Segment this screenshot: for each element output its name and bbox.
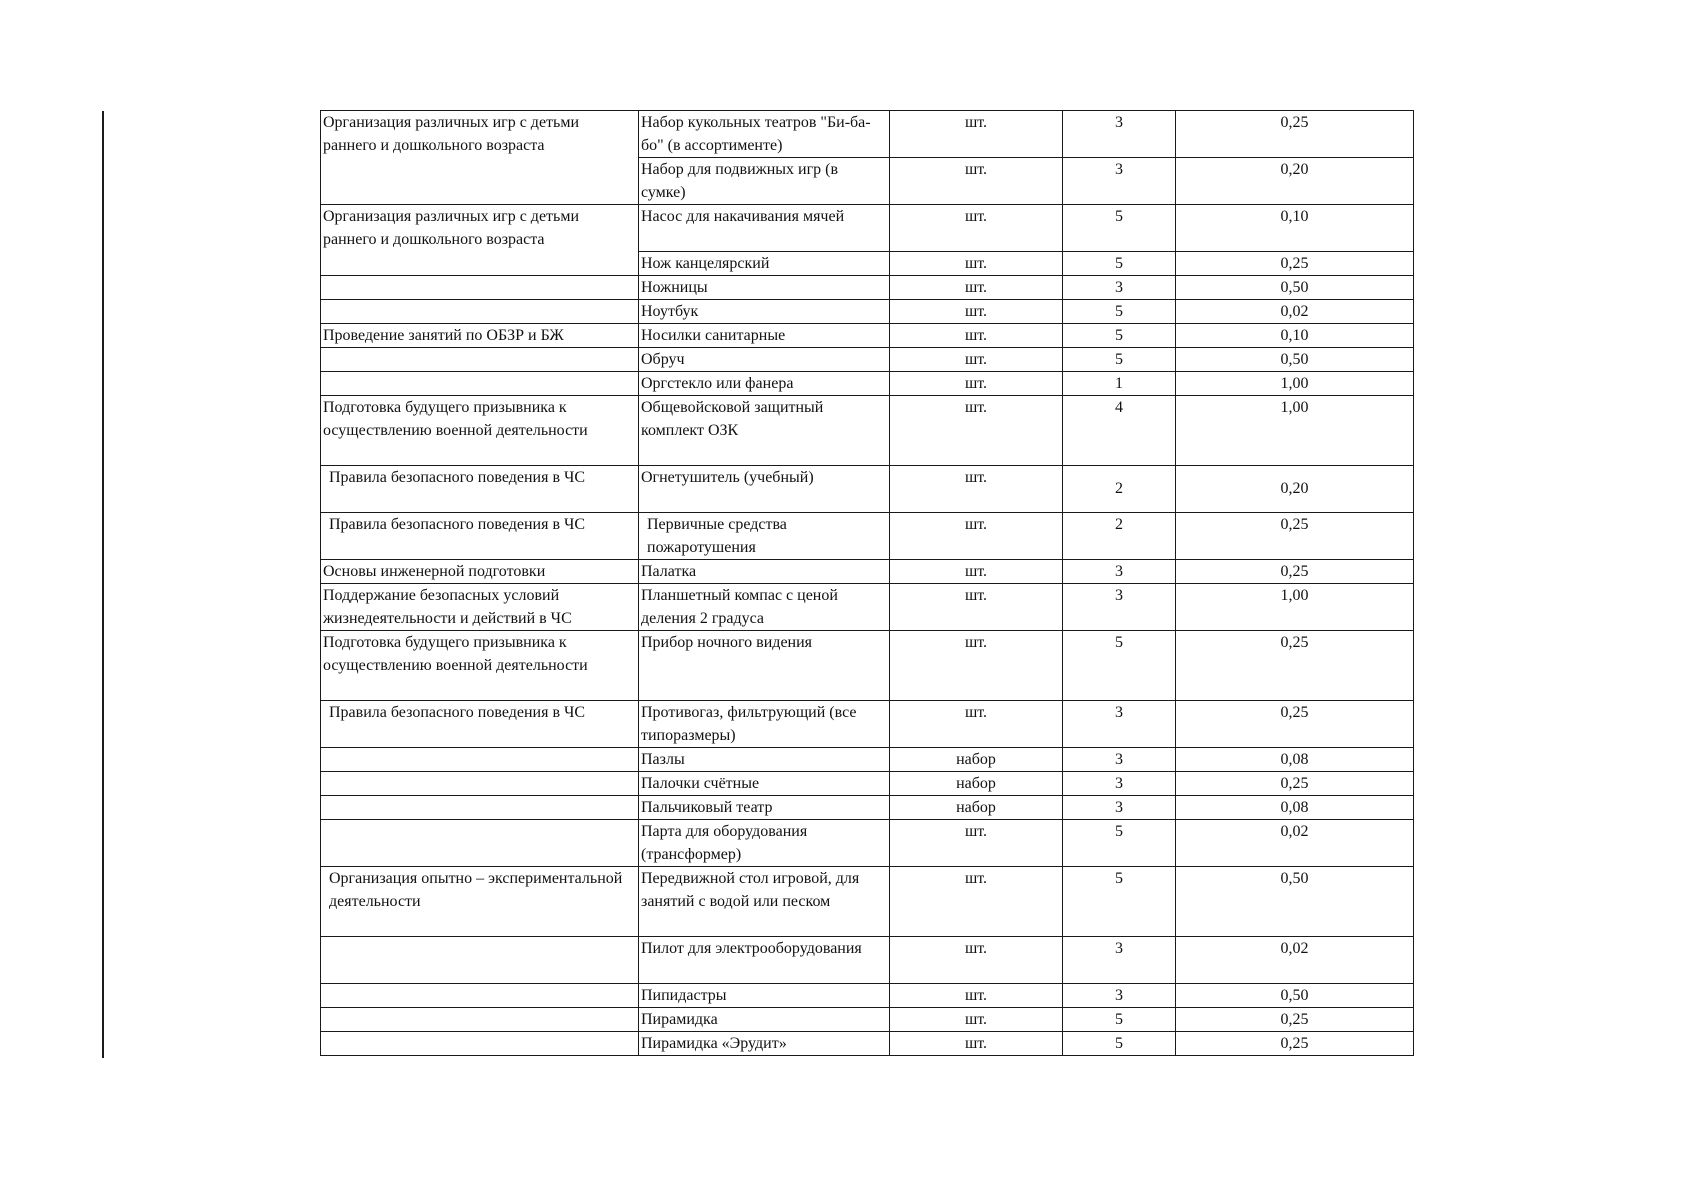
table-row [321,1008,1414,1032]
norm-text: 1,00 [1280,399,1309,416]
unit-cell [890,324,1063,348]
unit-cell [890,796,1063,820]
purpose-text: Проведение занятий по ОБЗР и БЖ [323,327,564,344]
item-name: Ноутбук [641,303,699,320]
unit-cell [890,1008,1063,1032]
unit-cell [890,396,1063,466]
unit-text: шт. [964,634,988,651]
unit-text: шт. [964,208,988,225]
norm-cell [1176,748,1414,772]
qty-text: 3 [1115,799,1123,816]
norm-cell [1176,1032,1414,1056]
qty-text: 5 [1115,303,1123,320]
norm-cell [1176,631,1414,701]
qty-text: 3 [1115,563,1123,580]
norm-cell [1176,937,1414,984]
purpose-cell [321,372,639,396]
norm-text: 0,20 [1280,480,1309,497]
table-row [321,396,1414,466]
unit-text: шт. [964,563,988,580]
unit-cell [890,276,1063,300]
table-row [321,300,1414,324]
qty-text: 5 [1115,327,1123,344]
purpose-cell [321,1008,639,1032]
qty-text: 5 [1115,255,1123,272]
qty-text: 3 [1115,775,1123,792]
item-name: Нож канцелярский [641,255,770,272]
qty-cell [1063,158,1176,205]
name-cell [639,560,890,584]
qty-text: 5 [1115,351,1123,368]
qty-cell [1063,372,1176,396]
name-cell [639,205,890,252]
unit-cell [890,252,1063,276]
norm-cell [1176,300,1414,324]
qty-text: 2 [1115,480,1123,497]
unit-text: шт. [964,469,988,486]
norm-text: 0,50 [1280,987,1309,1004]
purpose-cell [321,631,639,701]
norm-text: 0,10 [1280,208,1309,225]
qty-text: 3 [1115,114,1123,131]
unit-text: набор [956,751,996,768]
unit-text: шт. [964,279,988,296]
table-row [321,111,1414,158]
qty-cell [1063,867,1176,937]
purpose-cell [321,701,639,748]
qty-cell [1063,300,1176,324]
unit-text: набор [956,799,996,816]
norm-text: 0,25 [1280,634,1309,651]
norm-cell [1176,252,1414,276]
qty-cell [1063,513,1176,560]
item-name: Противогаз, фильтрующий (все типоразмеры) [641,704,857,744]
item-name: Пирамидка «Эрудит» [641,1035,787,1052]
item-name: Прибор ночного видения [641,634,813,651]
table-row [321,937,1414,984]
unit-text: шт. [964,303,988,320]
norm-text: 0,25 [1280,563,1309,580]
purpose-cell [321,820,639,867]
norm-text: 0,08 [1280,751,1309,768]
table-row [321,276,1414,300]
purpose-cell [321,796,639,820]
unit-cell [890,205,1063,252]
qty-cell [1063,324,1176,348]
norm-cell [1176,513,1414,560]
purpose-cell [321,1032,639,1056]
unit-cell [890,584,1063,631]
unit-text: шт. [964,114,988,131]
name-cell [639,300,890,324]
page-margin-line [102,111,104,1058]
item-name: Ножницы [641,279,708,296]
item-name: Палатка [641,563,697,580]
purpose-cell [321,748,639,772]
purpose-text: Правила безопасного поведения в ЧС [329,469,586,486]
item-name: Первичные средства пожаротушения [647,516,787,556]
norm-cell [1176,396,1414,466]
qty-cell [1063,396,1176,466]
unit-text: шт. [964,1011,988,1028]
unit-cell [890,513,1063,560]
norm-cell [1176,348,1414,372]
qty-text: 3 [1115,279,1123,296]
name-cell [639,796,890,820]
norm-cell [1176,1008,1414,1032]
name-cell [639,111,890,158]
norm-text: 0,50 [1280,351,1309,368]
norm-cell [1176,820,1414,867]
norm-text: 1,00 [1280,587,1309,604]
purpose-cell [321,937,639,984]
purpose-cell [321,348,639,372]
norm-cell [1176,466,1414,513]
item-name: Общевойсковой защитный комплект ОЗК [641,399,824,439]
norm-text: 0,25 [1280,704,1309,721]
table-row [321,772,1414,796]
norm-cell [1176,111,1414,158]
table-row [321,867,1414,937]
unit-text: набор [956,775,996,792]
qty-cell [1063,466,1176,513]
name-cell [639,348,890,372]
name-cell [639,984,890,1008]
qty-text: 3 [1115,587,1123,604]
norm-cell [1176,701,1414,748]
table-row [321,984,1414,1008]
purpose-cell [321,867,639,937]
qty-cell [1063,1032,1176,1056]
purpose-text: Организация опытно – экспериментальной деятельности [329,870,623,910]
purpose-cell [321,584,639,631]
item-name: Пилот для электрооборудования [641,940,862,957]
norm-cell [1176,796,1414,820]
table-row [321,513,1414,560]
unit-text: шт. [964,516,988,533]
purpose-text: Организация различных игр с детьми раннего и дошкольного возраста [323,208,580,248]
unit-text: шт. [964,870,988,887]
name-cell [639,513,890,560]
name-cell [639,748,890,772]
unit-cell [890,867,1063,937]
name-cell [639,937,890,984]
name-cell [639,631,890,701]
qty-cell [1063,748,1176,772]
unit-text: шт. [964,161,988,178]
unit-text: шт. [964,823,988,840]
norm-text: 0,10 [1280,327,1309,344]
name-cell [639,466,890,513]
norm-cell [1176,584,1414,631]
qty-cell [1063,772,1176,796]
unit-text: шт. [964,399,988,416]
name-cell [639,867,890,937]
unit-text: шт. [964,587,988,604]
unit-cell [890,1032,1063,1056]
qty-text: 3 [1115,751,1123,768]
purpose-cell [321,560,639,584]
item-name: Обруч [641,351,685,368]
qty-text: 5 [1115,823,1123,840]
qty-cell [1063,252,1176,276]
unit-cell [890,772,1063,796]
unit-cell [890,111,1063,158]
table-row [321,466,1414,513]
item-name: Пальчиковый театр [641,799,773,816]
norm-text: 0,50 [1280,279,1309,296]
item-name: Палочки счётные [641,775,760,792]
qty-text: 3 [1115,161,1123,178]
name-cell [639,1008,890,1032]
purpose-cell [321,111,639,205]
item-name: Набор для подвижных игр (в сумке) [641,161,839,201]
purpose-text: Поддержание безопасных условий жизнедеятельности и действий в ЧС [323,587,572,627]
item-name: Насос для накачивания мячей [641,208,845,225]
table-row [321,205,1414,252]
item-name: Передвижной стол игровой, для занятий с водой или песком [641,870,860,910]
norm-text: 0,25 [1280,114,1309,131]
unit-cell [890,937,1063,984]
unit-cell [890,560,1063,584]
norm-text: 0,25 [1280,1011,1309,1028]
table-row [321,372,1414,396]
norm-text: 0,50 [1280,870,1309,887]
purpose-cell [321,396,639,466]
norm-text: 1,00 [1280,375,1309,392]
qty-cell [1063,796,1176,820]
qty-text: 5 [1115,208,1123,225]
purpose-cell [321,324,639,348]
norm-cell [1176,867,1414,937]
qty-text: 2 [1115,516,1123,533]
item-name: Пазлы [641,751,685,768]
unit-cell [890,748,1063,772]
qty-text: 5 [1115,634,1123,651]
table-row [321,748,1414,772]
unit-cell [890,984,1063,1008]
item-name: Оргстекло или фанера [641,375,794,392]
unit-cell [890,372,1063,396]
unit-text: шт. [964,327,988,344]
purpose-cell [321,300,639,324]
name-cell [639,396,890,466]
name-cell [639,772,890,796]
norm-cell [1176,772,1414,796]
name-cell [639,584,890,631]
norm-text: 0,25 [1280,1035,1309,1052]
qty-cell [1063,937,1176,984]
table-row [321,348,1414,372]
unit-text: шт. [964,940,988,957]
unit-cell [890,701,1063,748]
norm-text: 0,25 [1280,255,1309,272]
norm-cell [1176,205,1414,252]
purpose-text: Организация различных игр с детьми раннего и дошкольного возраста [323,114,580,154]
unit-cell [890,631,1063,701]
unit-text: шт. [964,987,988,1004]
purpose-text: Подготовка будущего призывника к осуществлению военной деятельности [323,399,588,439]
norm-text: 0,02 [1280,303,1309,320]
unit-cell [890,820,1063,867]
qty-text: 3 [1115,987,1123,1004]
qty-cell [1063,348,1176,372]
name-cell [639,276,890,300]
norm-cell [1176,560,1414,584]
name-cell [639,158,890,205]
qty-cell [1063,1008,1176,1032]
norm-cell [1176,158,1414,205]
item-name: Пипидастры [641,987,727,1004]
item-name: Планшетный компас с ценой деления 2 градуса [641,587,838,627]
unit-cell [890,158,1063,205]
qty-text: 3 [1115,940,1123,957]
norm-cell [1176,984,1414,1008]
table-row [321,584,1414,631]
qty-text: 3 [1115,704,1123,721]
qty-cell [1063,701,1176,748]
qty-text: 5 [1115,870,1123,887]
table-row [321,820,1414,867]
name-cell [639,1032,890,1056]
unit-cell [890,466,1063,513]
table-row [321,1032,1414,1056]
unit-text: шт. [964,704,988,721]
name-cell [639,372,890,396]
item-name: Огнетушитель (учебный) [641,469,814,486]
purpose-cell [321,772,639,796]
unit-text: шт. [964,351,988,368]
unit-cell [890,348,1063,372]
qty-cell [1063,584,1176,631]
qty-text: 1 [1115,375,1123,392]
norm-text: 0,02 [1280,940,1309,957]
qty-cell [1063,205,1176,252]
norm-text: 0,08 [1280,799,1309,816]
purpose-text: Основы инженерной подготовки [323,563,546,580]
purpose-text: Правила безопасного поведения в ЧС [329,704,586,721]
qty-text: 5 [1115,1035,1123,1052]
unit-text: шт. [964,255,988,272]
norm-cell [1176,372,1414,396]
table-row [321,796,1414,820]
item-name: Набор кукольных театров "Би-ба-бо" (в ассортименте) [641,114,871,154]
norm-text: 0,02 [1280,823,1309,840]
table-row [321,701,1414,748]
name-cell [639,820,890,867]
equipment-table [320,110,1414,1056]
unit-text: шт. [964,375,988,392]
purpose-cell [321,466,639,513]
purpose-cell [321,205,639,276]
unit-cell [890,300,1063,324]
name-cell [639,252,890,276]
item-name: Носилки санитарные [641,327,786,344]
unit-text: шт. [964,1035,988,1052]
table-row [321,560,1414,584]
name-cell [639,701,890,748]
norm-text: 0,25 [1280,516,1309,533]
table-row [321,324,1414,348]
norm-cell [1176,276,1414,300]
qty-cell [1063,111,1176,158]
purpose-cell [321,276,639,300]
qty-cell [1063,560,1176,584]
purpose-cell [321,984,639,1008]
qty-cell [1063,984,1176,1008]
qty-cell [1063,631,1176,701]
purpose-cell [321,513,639,560]
norm-text: 0,25 [1280,775,1309,792]
name-cell [639,324,890,348]
norm-cell [1176,324,1414,348]
qty-cell [1063,820,1176,867]
norm-text: 0,20 [1280,161,1309,178]
qty-text: 5 [1115,1011,1123,1028]
purpose-text: Подготовка будущего призывника к осуществлению военной деятельности [323,634,588,674]
qty-text: 4 [1115,399,1123,416]
purpose-text: Правила безопасного поведения в ЧС [329,516,586,533]
item-name: Парта для оборудования (трансформер) [641,823,808,863]
table-row [321,631,1414,701]
item-name: Пирамидка [641,1011,718,1028]
qty-cell [1063,276,1176,300]
